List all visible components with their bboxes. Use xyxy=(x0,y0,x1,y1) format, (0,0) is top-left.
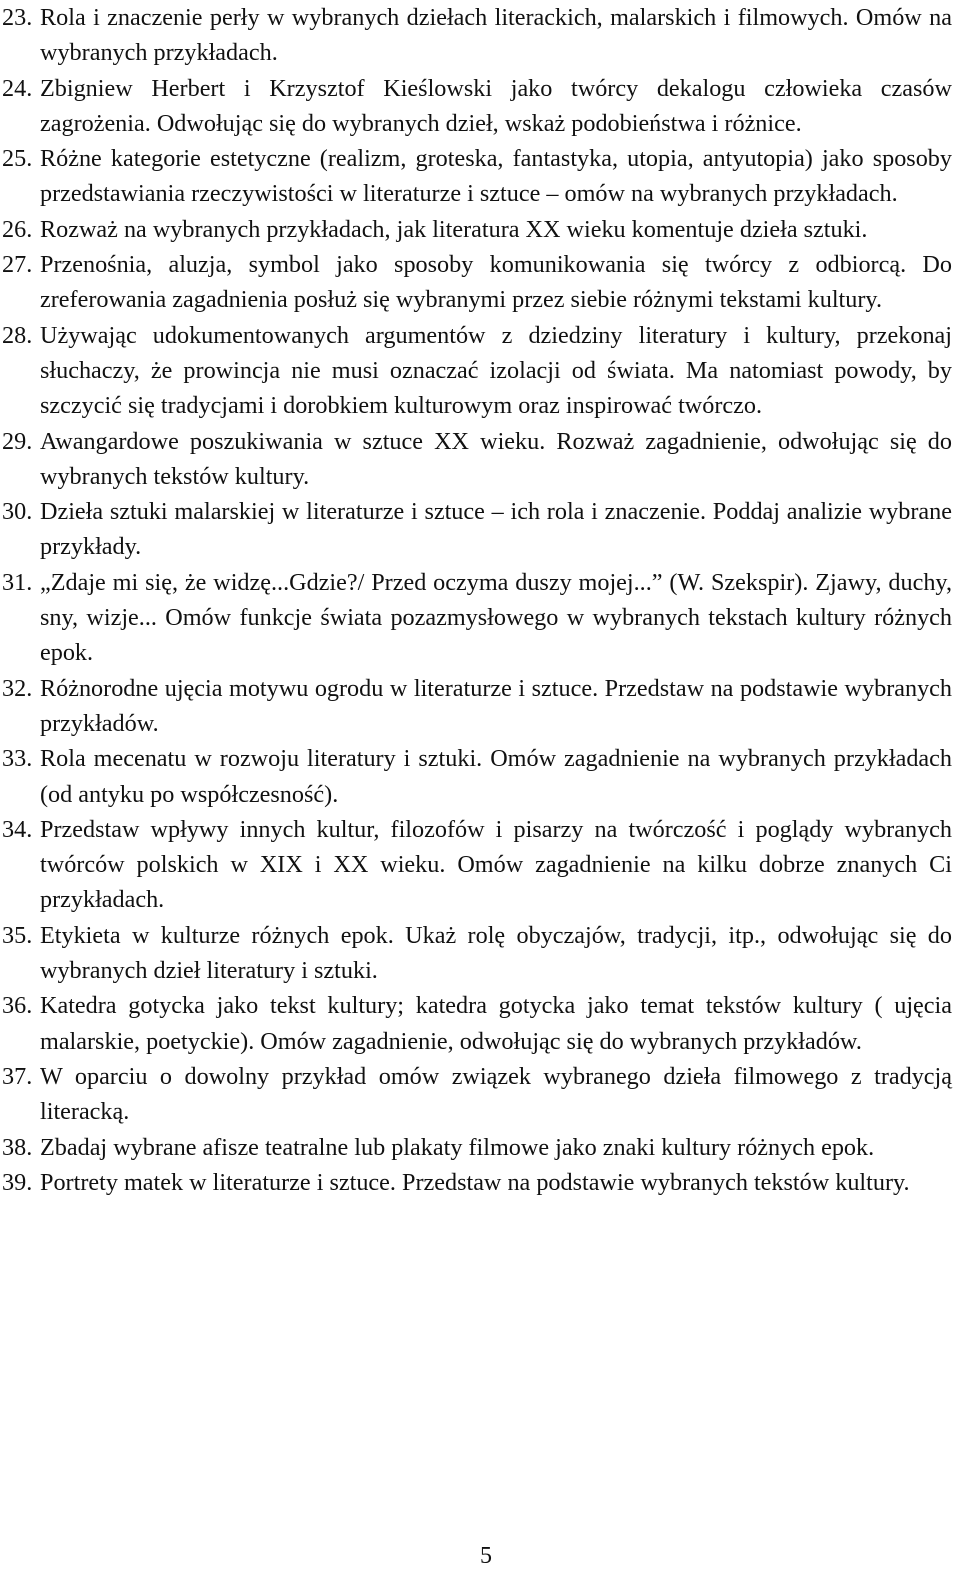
topic-item-34 xyxy=(0,812,952,918)
topic-text: Różnorodne ujęcia motywu ogrodu w literaturze i sztuce. Przedstaw na podstawie wybranych przykładów. xyxy=(40,674,952,737)
topic-text: Rozważ na wybranych przykładach, jak literatura XX wieku komentuje dzieła sztuki. xyxy=(40,215,868,243)
topic-text: Zbigniew Herbert i Krzysztof Kieślowski jako twórcy dekalogu człowieka czasów zagrożenia. Odwołując się do wybranych dzieł, wskaż podobieństwa i różnice. xyxy=(40,74,952,137)
topic-item-24 xyxy=(0,71,952,142)
topic-number: 34. xyxy=(2,815,33,843)
topic-number: 31. xyxy=(2,568,33,596)
topic-text: Rola mecenatu w rozwoju literatury i sztuki. Omów zagadnienie na wybranych przykładach (od antyku po współczesność). xyxy=(40,745,952,808)
topic-number: 26. xyxy=(2,215,33,243)
topic-text: Przenośnia, aluzja, symbol jako sposoby komunikowania się twórcy z odbiorcą. Do zreferowania zagadnienia posłuż się wybranymi przez siebie różnymi tekstami kultury. xyxy=(40,251,952,314)
topic-number: 30. xyxy=(2,498,33,526)
topic-number: 24. xyxy=(2,74,33,102)
topic-item-29 xyxy=(0,424,952,495)
topic-number: 33. xyxy=(2,745,33,773)
page-number: 5 xyxy=(480,1543,492,1569)
topic-item-35 xyxy=(0,918,952,989)
topic-item-32 xyxy=(0,671,952,742)
topic-number: 29. xyxy=(2,427,33,455)
topic-number: 36. xyxy=(2,992,33,1020)
topic-text: W oparciu o dowolny przykład omów związek wybranego dzieła filmowego z tradycją literacką. xyxy=(40,1062,952,1126)
topic-number: 28. xyxy=(2,321,33,349)
topic-item-38 xyxy=(0,1130,952,1165)
topic-item-27 xyxy=(0,247,952,318)
topic-text: Używając udokumentowanych argumentów z dziedziny literatury i kultury, przekonaj słuchaczy, że prowincja nie musi oznaczać izolacji od świata. Ma natomiast powody, by szczycić się tradycjami i dorobkiem kulturowym oraz inspirować twórczo. xyxy=(40,321,952,420)
topic-text: Awangardowe poszukiwania w sztuce XX wieku. Rozważ zagadnienie, odwołując się do wybranych tekstów kultury. xyxy=(40,427,952,490)
topic-number: 32. xyxy=(2,674,33,702)
topic-text: Dzieła sztuki malarskiej w literaturze i sztuce – ich rola i znaczenie. Poddaj analizie wybrane przykłady. xyxy=(40,498,952,561)
topic-text: Rola i znaczenie perły w wybranych dziełach literackich, malarskich i filmowych. Omów na wybranych przykładach. xyxy=(40,4,952,67)
topic-number: 27. xyxy=(2,251,33,279)
topic-item-25 xyxy=(0,141,952,212)
topic-text: Katedra gotycka jako tekst kultury; katedra gotycka jako temat tekstów kultury ( ujęcia malarskie, poetyckie). Omów zagadnienie, odwołując się do wybranych przykładów. xyxy=(40,992,952,1055)
topic-item-31 xyxy=(0,565,952,671)
topic-number: 25. xyxy=(2,145,33,173)
topic-item-28 xyxy=(0,318,952,424)
topic-item-39 xyxy=(0,1165,952,1200)
topic-text: „Zdaje mi się, że widzę...Gdzie?/ Przed oczyma duszy mojej...” (W. Szekspir). Zjawy, duchy, sny, wizje... Omów funkcje świata pozazmysłowego w wybranych tekstach kultury różnych epok. xyxy=(40,568,952,667)
topic-item-30 xyxy=(0,494,952,565)
topic-number: 39. xyxy=(2,1168,33,1196)
topic-item-26 xyxy=(0,212,952,247)
topic-text: Etykieta w kulturze różnych epok. Ukaż rolę obyczajów, tradycji, itp., odwołując się do wybranych dzieł literatury i sztuki. xyxy=(40,921,952,985)
topic-number: 35. xyxy=(2,921,33,949)
topic-text: Różne kategorie estetyczne (realizm, groteska, fantastyka, utopia, antyutopia) jako sposoby przedstawiania rzeczywistości w literaturze i sztuce – omów na wybranych przykładach. xyxy=(40,145,952,208)
topic-number: 37. xyxy=(2,1062,33,1090)
topic-item-36 xyxy=(0,988,952,1059)
topic-text: Zbadaj wybrane afisze teatralne lub plakaty filmowe jako znaki kultury różnych epok. xyxy=(40,1133,875,1161)
topic-number: 23. xyxy=(2,4,33,31)
topic-number: 38. xyxy=(2,1133,33,1161)
topic-item-37 xyxy=(0,1059,952,1130)
topic-item-23 xyxy=(0,0,952,71)
topic-item-33 xyxy=(0,741,952,812)
topic-text: Przedstaw wpływy innych kultur, filozofów i pisarzy na twórczość i poglądy wybranych twórców polskich w XIX i XX wieku. Omów zagadnienie na kilku dobrze znanych Ci przykładach. xyxy=(40,815,952,914)
topic-text: Portrety matek w literaturze i sztuce. Przedstaw na podstawie wybranych tekstów kultury. xyxy=(40,1168,910,1196)
